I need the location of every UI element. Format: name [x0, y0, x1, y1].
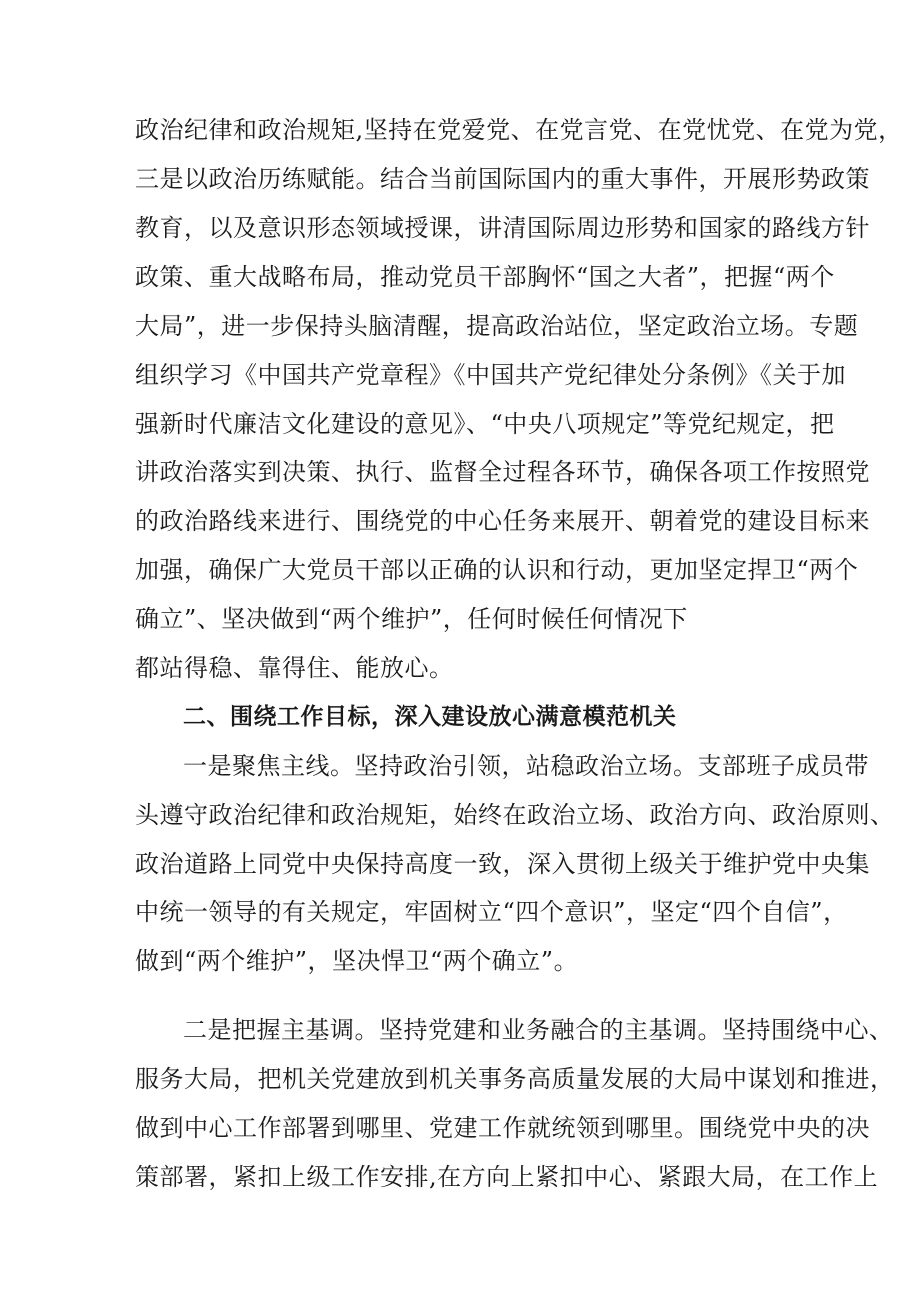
text-line: 头遵守政治纪律和政治规矩，始终在政治立场、政治方向、政治原则、 — [135, 801, 895, 829]
text-line: 做到“两个维护”，坚决悍卫“两个确立”。 — [135, 947, 579, 975]
section-heading: 二、围绕工作目标，深入建设放心满意模范机关 — [183, 704, 677, 730]
text-line: 策部署，紧扣上级工作安排,在方向上紧扣中心、紧跟大局，在工作上 — [135, 1163, 879, 1191]
text-line: 组织学习《中国共产党章程》《中国共产党纪律处分条例》《关于加 — [135, 361, 846, 389]
text-line: 做到中心工作部署到哪里、党建工作就统领到哪里。围绕党中央的决 — [135, 1114, 870, 1142]
text-line: 强新时代廉洁文化建设的意见》、“中央八项规定”等党纪规定，把 — [135, 410, 835, 438]
text-line: 都站得稳、靠得住、能放心。 — [135, 654, 454, 682]
text-line: 三是以政治历练赋能。结合当前国际国内的重大事件，开展形势政策 — [135, 165, 870, 193]
text-line: 服务大局，把机关党建放到机关事务高质量发展的大局中谋划和推进， — [135, 1065, 895, 1093]
text-line: 二是把握主基调。坚持党建和业务融合的主基调。坚持围绕中心、 — [183, 1016, 894, 1044]
text-line: 的政治路线来进行、围绕党的中心任务来展开、朝着党的建设目标来 — [135, 507, 870, 535]
text-line: 讲政治落实到决策、执行、监督全过程各环节，确保各项工作按照党 — [135, 458, 870, 486]
text-line: 政治道路上同党中央保持高度一致，深入贯彻上级关于维护党中央集 — [135, 850, 870, 878]
text-line: 确立”、坚决做到“两个维护”，任何时候任何情况下 — [135, 605, 688, 633]
text-line: 教育，以及意识形态领域授课，讲清国际周边形势和国家的路线方针 — [135, 214, 870, 242]
text-line: 一是聚焦主线。坚持政治引领，站稳政治立场。支部班子成员带 — [183, 752, 869, 780]
text-line: 政治纪律和政治规矩,坚持在党爱党、在党言党、在党忧党、在党为党， — [135, 116, 903, 144]
text-line: 加强，确保广大党员干部以正确的认识和行动，更加坚定捍卫“两个 — [135, 556, 859, 584]
text-line: 大局”，进一步保持头脑清醒，提高政治站位，坚定政治立场。专题 — [135, 312, 859, 340]
text-line: 中统一领导的有关规定，牢固树立“四个意识”，坚定“四个自信”， — [135, 898, 848, 926]
text-line: 政策、重大战略布局，推动党员干部胸怀“国之大者”，把握“两个 — [135, 263, 835, 291]
